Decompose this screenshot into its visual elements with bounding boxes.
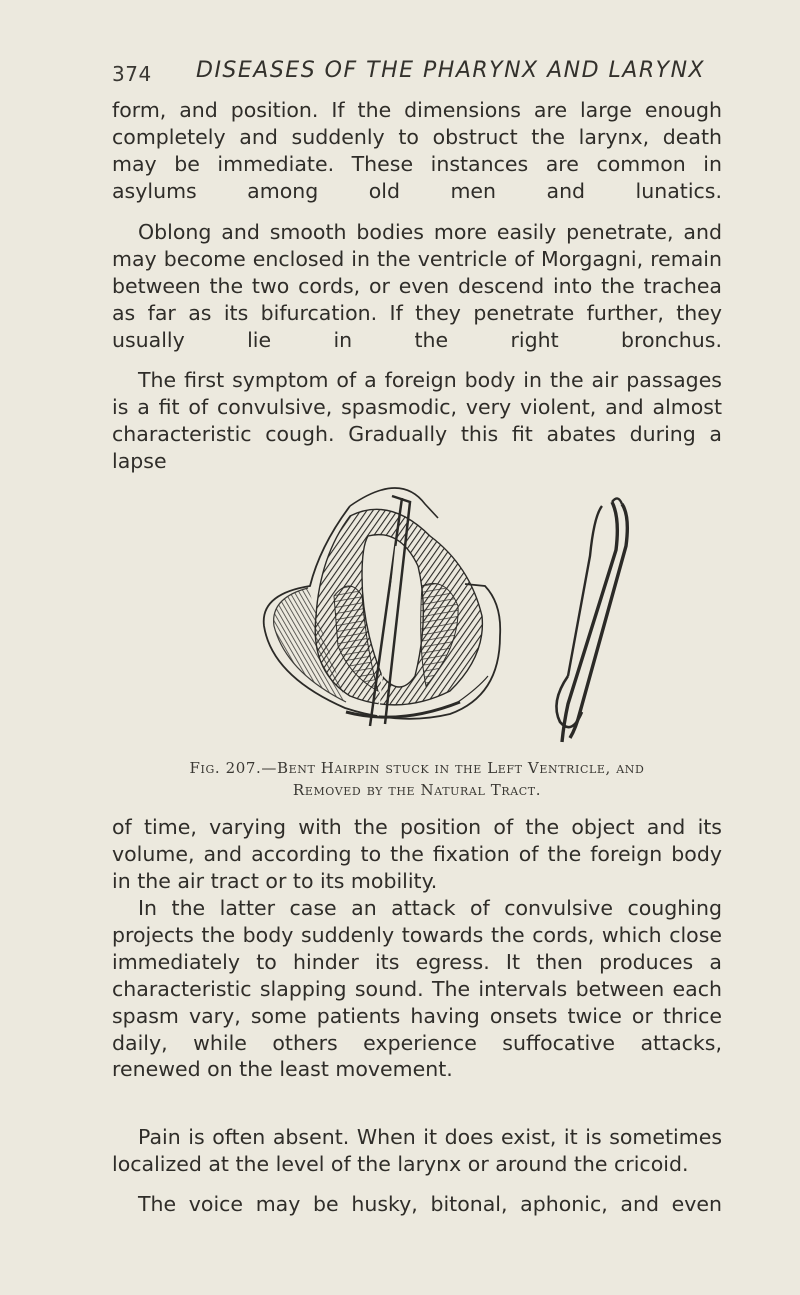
paragraph-2: Oblong and smooth bodies more easily penetrate, and may become enclosed in the ventricle of Morgagni, remain between the two cords, or even descend into the trachea as far as its bifurcation. If they penetrate further, they usually lie in the right bronchus.: [112, 220, 722, 352]
paragraph-5: In the latter case an attack of convulsive coughing projects the body suddenly towards the cords, which close immediately to hinder its egress. It then produces a characteristic slapping sound. The intervals between each spasm vary, some patients having onsets twice or thrice daily, while others experience suffocative attacks, renewed on the least movement.: [112, 896, 722, 1082]
removed-hairpin: [556, 498, 627, 742]
page-number: 374: [112, 62, 152, 86]
page-header: [112, 52, 712, 88]
running-title: DISEASES OF THE PHARYNX AND LARYNX: [196, 58, 706, 83]
paragraph-3: The first symptom of a foreign body in the air passages is a fit of convulsive, spasmodic, very violent, and almost characteristic cough. Gradually this fit abates during a lapse: [112, 368, 722, 473]
hairpin-larynx-figure: [250, 476, 650, 748]
paragraph-7: The voice may be husky, bitonal, aphonic, and even: [138, 1192, 722, 1216]
paragraph-6: Pain is often absent. When it does exist, it is sometimes localized at the level of the larynx or around the cricoid.: [112, 1125, 722, 1176]
laryngoscopic-illustration: [250, 476, 650, 748]
figure-caption: Fig. 207.—Bent Hairpin stuck in the Left Ventricle, and Removed by the Natural Tract.: [189, 759, 645, 799]
caption-line-2: Removed by the Natural Tract.: [292, 781, 542, 799]
figure-label: Fig. 207.: [189, 759, 262, 777]
caption-line-1: Bent Hairpin stuck in the Left Ventricle, and: [277, 759, 645, 777]
paragraph-1: form, and position. If the dimensions are large enough completely and suddenly to obstruct the larynx, death may be immediate. These instances are common in asylums among old men and lunatics.: [112, 98, 722, 203]
paragraph-4: of time, varying with the position of the object and its volume, and according to the fixation of the foreign body in the air tract or to its mobility.: [112, 815, 722, 893]
